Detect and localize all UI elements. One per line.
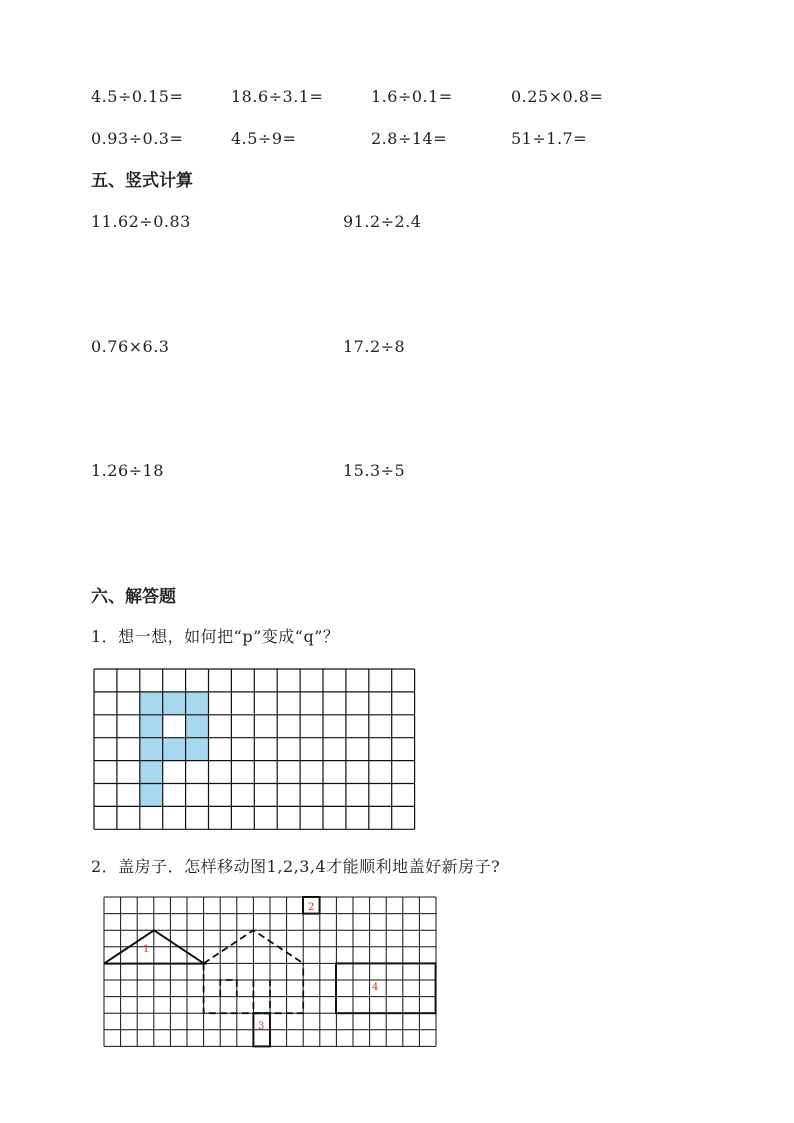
oral-calc-7: 2.8÷14=	[371, 129, 448, 148]
piece-1-label: 1	[143, 944, 150, 955]
piece-4-label: 4	[372, 982, 379, 993]
p-letter-hole	[163, 715, 186, 738]
oral-calc-8: 51÷1.7=	[511, 129, 588, 148]
piece-3-label: 3	[258, 1021, 265, 1032]
vertical-calc-1: 11.62÷0.83	[91, 212, 191, 231]
oral-calc-1: 4.5÷0.15=	[91, 87, 184, 106]
oral-calc-2: 18.6÷3.1=	[231, 87, 324, 106]
vertical-calc-4: 17.2÷8	[343, 337, 406, 356]
oral-calc-5: 0.93÷0.3=	[91, 129, 184, 148]
p-letter-shape	[140, 692, 209, 807]
section6-heading: 六、解答题	[91, 587, 176, 607]
vertical-calc-5: 1.26÷18	[91, 461, 164, 480]
oral-calc-6: 4.5÷9=	[231, 129, 297, 148]
piece-2-label: 2	[308, 902, 315, 913]
vertical-calc-6: 15.3÷5	[343, 461, 406, 480]
section5-heading: 五、竖式计算	[91, 171, 193, 191]
p-letter-grid	[94, 669, 424, 839]
question-2-text: 2．盖房子．怎样移动图1,2,3,4才能顺利地盖好新房子?	[91, 857, 501, 876]
oral-calc-4: 0.25×0.8=	[511, 87, 604, 106]
vertical-calc-2: 91.2÷2.4	[343, 212, 422, 231]
piece-2-square	[303, 897, 320, 914]
oral-calc-3: 1.6÷0.1=	[371, 87, 453, 106]
vertical-calc-3: 0.76×6.3	[91, 337, 170, 356]
house-grid	[104, 897, 444, 1057]
question-1-text: 1．想一想，如何把“p”变成“q”？	[91, 627, 340, 646]
